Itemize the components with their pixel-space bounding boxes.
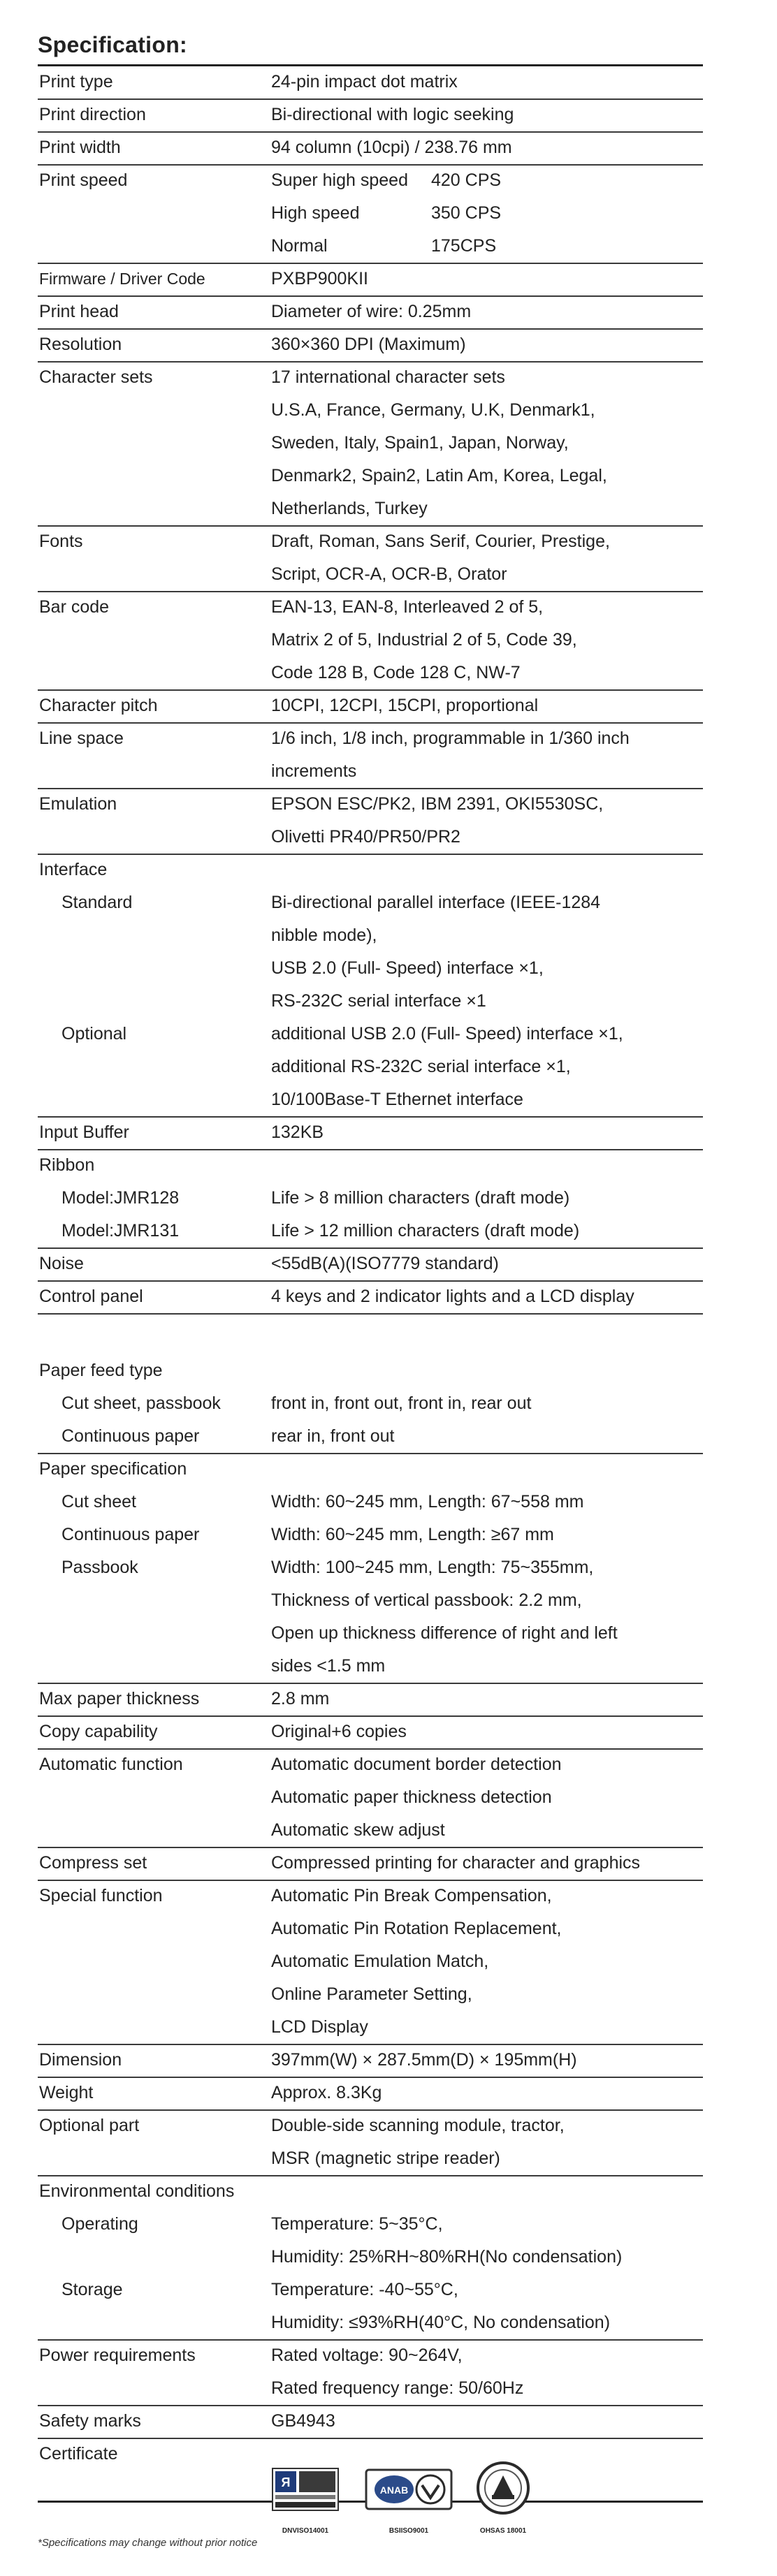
row-divider [38, 689, 703, 691]
spec-label: Firmware / Driver Code [39, 270, 205, 288]
row-divider [38, 525, 703, 527]
spec-label: Optional [61, 1024, 127, 1044]
spec-label: Copy capability [39, 1722, 158, 1741]
spec-label: Print width [39, 138, 121, 157]
spec-label: Bar code [39, 597, 110, 617]
spec-label: Cut sheet, passbook [61, 1393, 221, 1413]
spec-label: Resolution [39, 335, 122, 354]
spec-value: U.S.A, France, Germany, U.K, Denmark1, [271, 400, 595, 420]
row-divider [38, 788, 703, 789]
row-divider [38, 295, 703, 297]
spec-value: <55dB(A)(ISO7779 standard) [271, 1254, 499, 1273]
row-divider [38, 2109, 703, 2111]
spec-label: Emulation [39, 794, 117, 814]
spec-value: Diameter of wire: 0.25mm [271, 302, 472, 321]
spec-value: Script, OCR-A, OCR-B, Orator [271, 564, 507, 584]
certificate-caption: DNVISO14001 [282, 2527, 329, 2535]
spec-label: Paper feed type [39, 1361, 163, 1380]
row-divider [38, 328, 703, 330]
row-divider [38, 2405, 703, 2406]
spec-label: Print type [39, 72, 113, 92]
spec-value: Matrix 2 of 5, Industrial 2 of 5, Code 39, [271, 630, 577, 650]
spec-value: Open up thickness difference of right and left [271, 1623, 618, 1643]
spec-value: 397mm(W) × 287.5mm(D) × 195mm(H) [271, 2050, 577, 2070]
spec-value: 420 CPS [431, 170, 502, 190]
spec-label: Optional part [39, 2116, 140, 2135]
svg-text:ANAB: ANAB [379, 2484, 409, 2496]
row-divider [38, 1116, 703, 1118]
spec-value: 17 international character sets [271, 367, 505, 387]
row-divider [38, 1313, 703, 1315]
spec-value: Width: 100~245 mm, Length: 75~355mm, [271, 1558, 594, 1577]
spec-value: Automatic Pin Rotation Replacement, [271, 1919, 562, 1938]
spec-value: 10CPI, 12CPI, 15CPI, proportional [271, 696, 539, 715]
svg-text:Я: Я [281, 2475, 291, 2489]
spec-value: Rated frequency range: 50/60Hz [271, 2378, 524, 2398]
spec-label: Standard [61, 893, 133, 912]
spec-label: Automatic function [39, 1755, 183, 1774]
row-divider [38, 2175, 703, 2176]
spec-label: Paper specification [39, 1459, 187, 1479]
spec-value: Olivetti PR40/PR50/PR2 [271, 827, 460, 847]
spec-value: Temperature: 5~35°C, [271, 2214, 443, 2234]
spec-value: Thickness of vertical passbook: 2.2 mm, [271, 1590, 582, 1610]
row-divider [38, 263, 703, 264]
spec-label: Safety marks [39, 2411, 141, 2431]
spec-value: LCD Display [271, 2017, 368, 2037]
spec-label: Continuous paper [61, 1525, 200, 1544]
certificate-caption: OHSAS 18001 [479, 2527, 527, 2535]
spec-label: Print direction [39, 105, 146, 124]
dnv-certification-logo-icon [267, 2466, 344, 2515]
row-divider [38, 2438, 703, 2439]
spec-value: 94 column (10cpi) / 238.76 mm [271, 138, 512, 157]
spec-value: Compressed printing for character and graphics [271, 1853, 641, 1873]
row-divider [38, 1847, 703, 1848]
spec-label: Certificate [39, 2444, 118, 2464]
spec-value: USB 2.0 (Full- Speed) interface ×1, [271, 958, 544, 978]
spec-value: RS-232C serial interface ×1 [271, 991, 486, 1011]
spec-label: Input Buffer [39, 1122, 129, 1142]
row-divider [38, 64, 703, 66]
spec-value: Denmark2, Spain2, Latin Am, Korea, Legal, [271, 466, 607, 485]
spec-value: 132KB [271, 1122, 324, 1142]
spec-label: Print head [39, 302, 119, 321]
spec-value: Double-side scanning module, tractor, [271, 2116, 565, 2135]
spec-value: 350 CPS [431, 203, 502, 223]
row-divider [38, 2077, 703, 2078]
row-divider [38, 1683, 703, 1684]
spec-value: Normal [271, 236, 328, 256]
spec-value: Code 128 B, Code 128 C, NW-7 [271, 663, 521, 682]
spec-value: nibble mode), [271, 925, 377, 945]
ohsas-certification-logo-icon [468, 2459, 538, 2517]
spec-value: Width: 60~245 mm, Length: ≥67 mm [271, 1525, 554, 1544]
spec-value: Original+6 copies [271, 1722, 407, 1741]
spec-value: Super high speed [271, 170, 408, 190]
spec-label: Passbook [61, 1558, 138, 1577]
row-divider [38, 1453, 703, 1454]
spec-value: Automatic Emulation Match, [271, 1952, 489, 1971]
spec-value: 24-pin impact dot matrix [271, 72, 458, 92]
row-divider [38, 722, 703, 724]
spec-value: front in, front out, front in, rear out [271, 1393, 532, 1413]
spec-value: Netherlands, Turkey [271, 499, 428, 518]
row-divider [38, 361, 703, 363]
row-divider [38, 1748, 703, 1750]
spec-label: Line space [39, 729, 124, 748]
spec-value: High speed [271, 203, 360, 223]
spec-label: Power requirements [39, 2346, 196, 2365]
row-divider [38, 131, 703, 133]
row-divider [38, 164, 703, 166]
spec-value: EAN-13, EAN-8, Interleaved 2 of 5, [271, 597, 544, 617]
row-divider [38, 854, 703, 855]
spec-value: 1/6 inch, 1/8 inch, programmable in 1/360 inch [271, 729, 630, 748]
spec-value: Approx. 8.3Kg [271, 2083, 382, 2102]
spec-label: Cut sheet [61, 1492, 137, 1512]
spec-label: Fonts [39, 532, 83, 551]
spec-value: 2.8 mm [271, 1689, 330, 1708]
spec-value: Sweden, Italy, Spain1, Japan, Norway, [271, 433, 569, 453]
spec-label: Control panel [39, 1287, 143, 1306]
spec-value: GB4943 [271, 2411, 335, 2431]
spec-value: increments [271, 761, 357, 781]
spec-value: PXBP900KII [271, 269, 368, 288]
row-divider [38, 1280, 703, 1282]
spec-label: Special function [39, 1886, 163, 1905]
spec-value: Width: 60~245 mm, Length: 67~558 mm [271, 1492, 584, 1512]
spec-value: Life > 8 million characters (draft mode) [271, 1188, 570, 1208]
row-divider [38, 1715, 703, 1717]
row-divider [38, 1149, 703, 1150]
spec-value: Online Parameter Setting, [271, 1984, 472, 2004]
bsi-certification-logo-icon [363, 2466, 454, 2515]
row-divider [38, 2044, 703, 2045]
spec-value: sides <1.5 mm [271, 1656, 386, 1676]
spec-value: Automatic Pin Break Compensation, [271, 1886, 552, 1905]
spec-label: Environmental conditions [39, 2181, 235, 2201]
row-divider [38, 1247, 703, 1249]
spec-label: Max paper thickness [39, 1689, 200, 1708]
spec-label: Character pitch [39, 696, 158, 715]
footnote: *Specifications may change without prior notice [38, 2537, 258, 2549]
spec-value: rear in, front out [271, 1426, 395, 1446]
spec-value: additional USB 2.0 (Full- Speed) interface ×1, [271, 1024, 623, 1044]
spec-label: Operating [61, 2214, 138, 2234]
spec-label: Character sets [39, 367, 153, 387]
spec-value: Automatic skew adjust [271, 1820, 445, 1840]
spec-label: Print speed [39, 170, 128, 190]
spec-label: Dimension [39, 2050, 122, 2070]
spec-value: Rated voltage: 90~264V, [271, 2346, 463, 2365]
row-divider [38, 1880, 703, 1881]
certificate-caption: BSIISO9001 [388, 2527, 429, 2535]
spec-label: Weight [39, 2083, 94, 2102]
spec-value: Automatic document border detection [271, 1755, 562, 1774]
spec-label: Compress set [39, 1853, 147, 1873]
spec-value: Humidity: 25%RH~80%RH(No condensation) [271, 2247, 623, 2267]
spec-label: Storage [61, 2280, 123, 2299]
spec-value: 10/100Base-T Ethernet interface [271, 1090, 523, 1109]
spec-value: 175CPS [431, 236, 497, 256]
spec-value: 360×360 DPI (Maximum) [271, 335, 466, 354]
spec-value: Bi-directional parallel interface (IEEE-1284 [271, 893, 601, 912]
spec-label: Model:JMR131 [61, 1221, 180, 1241]
spec-value: 4 keys and 2 indicator lights and a LCD display [271, 1287, 634, 1306]
spec-value: Humidity: ≤93%RH(40°C, No condensation) [271, 2313, 611, 2332]
page-title: Specification: [38, 32, 188, 57]
spec-label: Continuous paper [61, 1426, 200, 1446]
spec-value: MSR (magnetic stripe reader) [271, 2149, 500, 2168]
spec-label: Interface [39, 860, 108, 879]
row-divider [38, 98, 703, 100]
spec-value: Life > 12 million characters (draft mode) [271, 1221, 580, 1241]
spec-value: Draft, Roman, Sans Serif, Courier, Prestige, [271, 532, 610, 551]
spec-value: Temperature: -40~55°C, [271, 2280, 458, 2299]
spec-label: Model:JMR128 [61, 1188, 180, 1208]
spec-label: Ribbon [39, 1155, 95, 1175]
spec-value: Automatic paper thickness detection [271, 1787, 552, 1807]
spec-value: EPSON ESC/PK2, IBM 2391, OKI5530SC, [271, 794, 604, 814]
row-divider [38, 2339, 703, 2341]
spec-value: Bi-directional with logic seeking [271, 105, 514, 124]
spec-value: additional RS-232C serial interface ×1, [271, 1057, 571, 1076]
spec-label: Noise [39, 1254, 84, 1273]
row-divider [38, 591, 703, 592]
